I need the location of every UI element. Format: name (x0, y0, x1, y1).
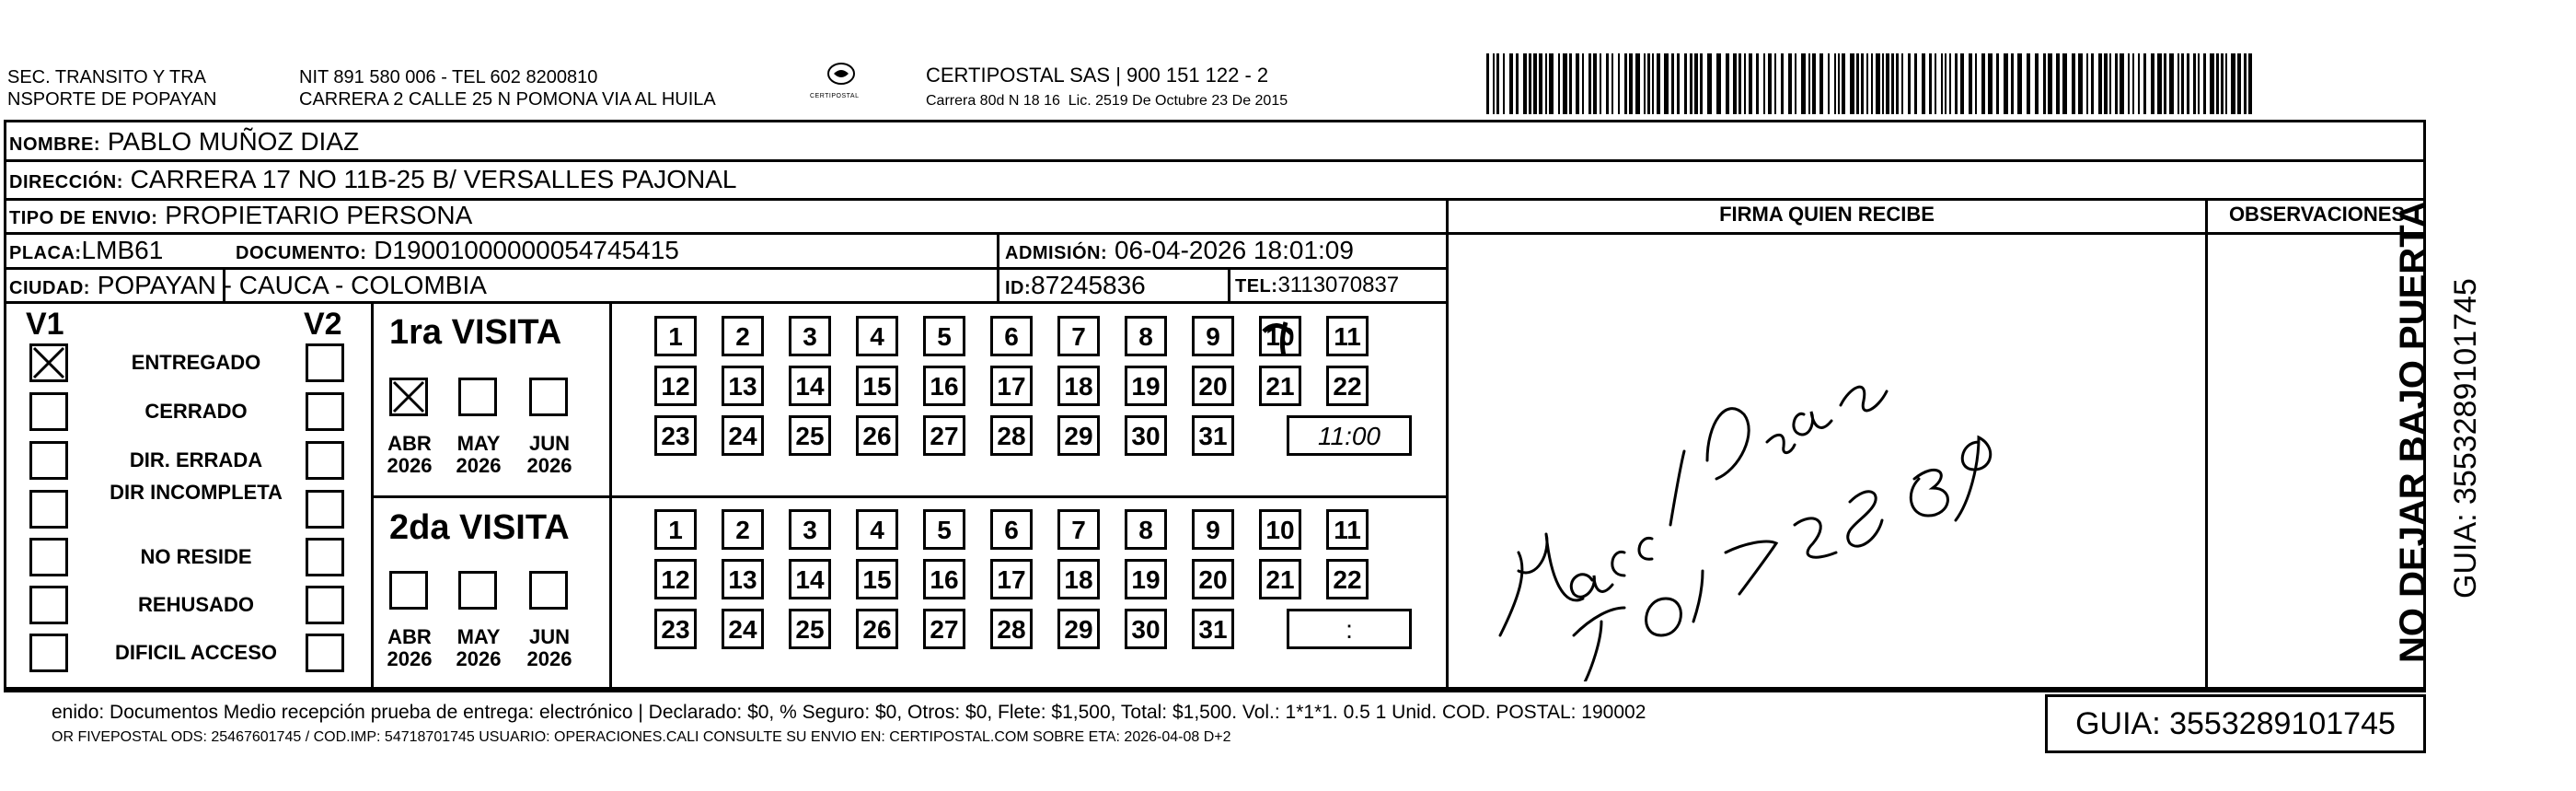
ciudad-value: POPAYAN - CAUCA - COLOMBIA (97, 271, 487, 299)
tipo-value: PROPIETARIO PERSONA (165, 201, 473, 229)
day-box[interactable]: 15 (856, 559, 898, 599)
v2-checkbox[interactable] (306, 490, 344, 529)
sender-line-1: SEC. TRANSITO Y TRA (7, 67, 206, 87)
day-box[interactable]: 22 (1326, 366, 1369, 406)
documento-label: DOCUMENTO: (236, 243, 367, 263)
day-box[interactable]: 18 (1057, 559, 1100, 599)
id-label: ID: (1005, 278, 1032, 298)
month-checkbox[interactable] (458, 571, 497, 610)
certipostal-address: Carrera 80d N 18 16 Lic. 2519 De Octubre 23 De 2015 (926, 93, 1288, 109)
day-box[interactable]: 25 (789, 609, 831, 649)
day-box[interactable]: 28 (990, 415, 1033, 456)
v2-checkbox[interactable] (306, 343, 344, 382)
month-checkbox[interactable] (529, 571, 568, 610)
month-label: MAY 2026 (456, 432, 502, 477)
v1-checkbox[interactable] (29, 634, 68, 672)
day-box[interactable]: 29 (1057, 415, 1100, 456)
address-line: CARRERA 2 CALLE 25 N POMONA VIA AL HUILA (299, 89, 716, 110)
day-box[interactable]: 6 (990, 509, 1033, 550)
day-box[interactable]: 26 (856, 415, 898, 456)
v1-checkbox[interactable] (29, 343, 68, 382)
day-box[interactable]: 15 (856, 366, 898, 406)
rule (2205, 198, 2208, 690)
v2-checkbox[interactable] (306, 441, 344, 480)
month-checkbox[interactable] (529, 378, 568, 416)
day-box[interactable]: 30 (1125, 609, 1167, 649)
day-box[interactable]: 20 (1192, 366, 1234, 406)
rule (4, 159, 2426, 162)
v2-checkbox[interactable] (306, 538, 344, 576)
day-box[interactable]: 14 (789, 559, 831, 599)
day-box[interactable]: 3 (789, 316, 831, 356)
day-box[interactable]: 28 (990, 609, 1033, 649)
id-value: 87245836 (1031, 271, 1146, 299)
day-box[interactable]: 21 (1259, 366, 1301, 406)
v2-checkbox[interactable] (306, 392, 344, 431)
placa-label: PLACA: (9, 243, 82, 263)
direccion-value: CARRERA 17 NO 11B-25 B/ VERSALLES PAJONAL (130, 165, 737, 193)
admision-row (1005, 235, 1354, 269)
documento-row (236, 235, 679, 269)
day-box[interactable]: 13 (722, 559, 764, 599)
day-box[interactable]: 3 (789, 509, 831, 550)
day-box[interactable]: 8 (1125, 509, 1167, 550)
rule (1446, 198, 1449, 690)
day-box[interactable]: 25 (789, 415, 831, 456)
placa-value: LMB61 (81, 236, 164, 264)
day-box[interactable]: 10 (1259, 509, 1301, 550)
logo-icon (819, 61, 863, 92)
day-box[interactable]: 24 (722, 609, 764, 649)
rule (997, 232, 999, 301)
day-box[interactable]: 24 (722, 415, 764, 456)
time-box[interactable]: : (1287, 609, 1412, 649)
direccion-row (9, 164, 736, 198)
day-box[interactable]: 7 (1057, 509, 1100, 550)
day-box[interactable]: 29 (1057, 609, 1100, 649)
month-label: JUN 2026 (526, 625, 572, 670)
reason-label: DIFICIL ACCESO (114, 641, 277, 664)
placa-row (9, 235, 163, 269)
day-box[interactable]: 27 (923, 415, 965, 456)
footer-guia: GUIA: 3553289101745 (2075, 706, 2396, 741)
reason-label: DIR INCOMPLETA (110, 481, 283, 504)
tel-label: TEL: (1235, 276, 1278, 297)
firma-header: FIRMA QUIEN RECIBE (1719, 203, 1935, 226)
day-box[interactable]: 7 (1057, 316, 1100, 356)
ciudad-row (9, 270, 487, 304)
nombre-label: NOMBRE: (9, 134, 101, 155)
rule (371, 495, 1448, 498)
day-box[interactable]: 27 (923, 609, 965, 649)
day-box[interactable]: 12 (654, 559, 697, 599)
certipostal-line: CERTIPOSTAL SAS | 900 151 122 - 2 (926, 64, 1269, 87)
sender-line-2: NSPORTE DE POPAYAN (7, 89, 217, 110)
month-checkbox[interactable] (389, 378, 428, 416)
admision-value: 06-04-2026 18:01:09 (1114, 236, 1354, 264)
reason-label: NO RESIDE (140, 545, 252, 568)
tipo-row (9, 200, 472, 234)
day-box[interactable]: 22 (1326, 559, 1369, 599)
day-box[interactable]: 16 (923, 559, 965, 599)
tel-value: 3113070837 (1277, 273, 1400, 297)
day-box[interactable]: 1 (654, 316, 697, 356)
reason-label: DIR. ERRADA (129, 448, 263, 471)
day-box[interactable]: 19 (1125, 559, 1167, 599)
day-box[interactable]: 9 (1192, 316, 1234, 356)
signature (1463, 304, 2200, 681)
day-box[interactable]: 30 (1125, 415, 1167, 456)
day-box[interactable]: 19 (1125, 366, 1167, 406)
time-box[interactable]: 11:00 (1287, 415, 1412, 456)
day-box[interactable]: 14 (789, 366, 831, 406)
day-box[interactable]: 5 (923, 316, 965, 356)
v1-checkbox[interactable] (29, 392, 68, 431)
day-box[interactable]: 23 (654, 415, 697, 456)
day-box[interactable]: 2 (722, 316, 764, 356)
barcode (1486, 53, 2255, 114)
day-box[interactable]: 11 (1326, 316, 1369, 356)
day-box[interactable]: 4 (856, 316, 898, 356)
admision-label: ADMISIÓN: (1005, 243, 1108, 263)
side-warning: NO DEJAR BAJO PUERTA (2393, 201, 2433, 663)
day-box[interactable]: 5 (923, 509, 965, 550)
day-box[interactable]: 1 (654, 509, 697, 550)
month-label: ABR 2026 (387, 432, 433, 477)
day-box[interactable]: 6 (990, 316, 1033, 356)
tel-row (1235, 270, 1399, 302)
month-label: JUN 2026 (526, 432, 572, 477)
v1-checkbox[interactable] (29, 490, 68, 529)
day-box[interactable]: 26 (856, 609, 898, 649)
day-box[interactable]: 10 (1259, 316, 1301, 356)
rule (4, 687, 2426, 690)
reason-label: ENTREGADO (131, 351, 261, 374)
v2-checkbox[interactable] (306, 586, 344, 624)
day-box[interactable]: 17 (990, 559, 1033, 599)
footer-line-1: enido: Documentos Medio recepción prueba de entrega: electrónico | Declarado: $0, % Seguro: $0, Otros: $0, Flete: $1,500, Total: $1,500. Vol.: 1*1*1. 0.5 1 Unid. COD. POSTAL: 190002 (52, 702, 1646, 723)
first-visit-label: 1ra VISITA (389, 313, 562, 352)
side-guia: GUIA: 3553289101745 (2448, 278, 2483, 599)
nit-line: NIT 891 580 006 - TEL 602 8200810 (299, 67, 598, 87)
month-checkbox[interactable] (389, 571, 428, 610)
documento-value: D19001000000054745415 (374, 236, 679, 264)
day-box[interactable]: 31 (1192, 609, 1234, 649)
day-box[interactable]: 31 (1192, 415, 1234, 456)
v2-checkbox[interactable] (306, 634, 344, 672)
day-box[interactable]: 8 (1125, 316, 1167, 356)
second-visit-label: 2da VISITA (389, 508, 570, 547)
reason-label: CERRADO (144, 400, 248, 423)
tipo-label: TIPO DE ENVIO: (9, 208, 158, 228)
day-box[interactable]: 2 (722, 509, 764, 550)
day-box[interactable]: 18 (1057, 366, 1100, 406)
reason-label: REHUSADO (138, 593, 254, 616)
id-row (1005, 270, 1146, 304)
nombre-value: PABLO MUÑOZ DIAZ (107, 127, 360, 156)
rule (1228, 267, 1230, 301)
v1-checkbox[interactable] (29, 441, 68, 480)
footer-line-2: OR FIVEPOSTAL ODS: 25467601745 / COD.IMP: 54718701745 USUARIO: OPERACIONES.CALI CONSULTE SU ENVIO EN: CERTIPOSTAL.COM SOBRE ETA: 2026-04-08 D+2 (52, 729, 1231, 745)
month-checkbox[interactable] (458, 378, 497, 416)
nombre-row (9, 126, 359, 160)
v1-checkbox[interactable] (29, 586, 68, 624)
day-box[interactable]: 23 (654, 609, 697, 649)
v1-checkbox[interactable] (29, 538, 68, 576)
logo-text: CERTIPOSTAL (810, 93, 860, 99)
month-label: ABR 2026 (387, 625, 433, 670)
observaciones-header: OBSERVACIONES (2228, 203, 2406, 226)
day-box[interactable]: 4 (856, 509, 898, 550)
v2-label: V2 (304, 307, 342, 342)
day-box[interactable]: 16 (923, 366, 965, 406)
v1-label: V1 (26, 307, 64, 342)
day-box[interactable]: 12 (654, 366, 697, 406)
day-box[interactable]: 13 (722, 366, 764, 406)
day-box[interactable]: 9 (1192, 509, 1234, 550)
day-box[interactable]: 20 (1192, 559, 1234, 599)
guia-box (2045, 694, 2426, 753)
direccion-label: DIRECCIÓN: (9, 172, 123, 192)
day-box[interactable]: 21 (1259, 559, 1301, 599)
ciudad-label: CIUDAD: (9, 278, 90, 298)
day-box[interactable]: 17 (990, 366, 1033, 406)
day-box[interactable]: 11 (1326, 509, 1369, 550)
month-label: MAY 2026 (456, 625, 502, 670)
